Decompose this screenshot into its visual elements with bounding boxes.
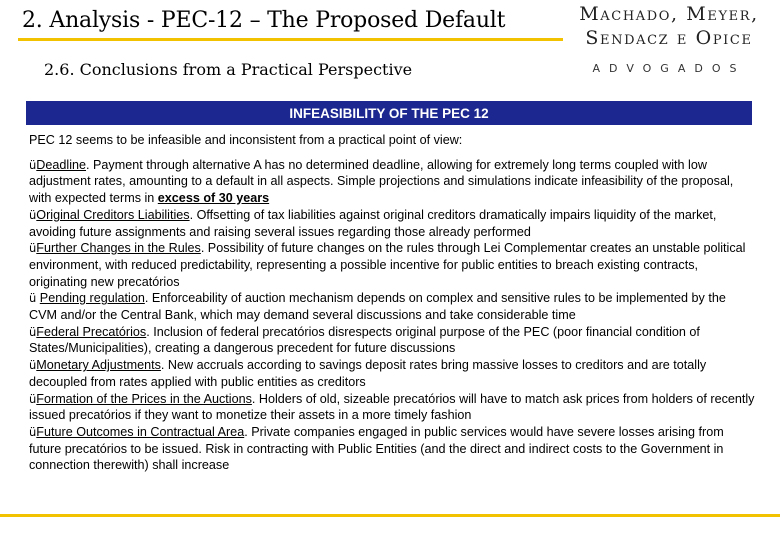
- check-icon: ü: [29, 291, 37, 306]
- item-term: Federal Precatórios: [36, 324, 147, 339]
- section-banner: [26, 101, 752, 125]
- content-body: [29, 132, 757, 474]
- list-item: [29, 157, 757, 207]
- check-icon: ü: [29, 241, 37, 256]
- item-text: . Possibility of future changes on the rules through Lei Complementar creates an unstable political environment, with reduced predictability, representing a possible incentive for public entities to breach existing contracts, originating new precatórios: [29, 241, 746, 289]
- item-text: . Inclusion of federal precatórios disrespects original purpose of the PEC (poor financial condition of States/Municipalities), creating a dangerous precedent for future discussions: [29, 324, 700, 356]
- item-term: Formation of the Prices in the Auctions: [36, 391, 252, 406]
- item-term: Deadline: [36, 157, 87, 172]
- page-title: 2. Analysis - PEC-12 – The Proposed Default: [22, 8, 506, 33]
- check-icon: ü: [29, 391, 37, 406]
- list-item: [29, 207, 757, 240]
- item-term: Future Outcomes in Contractual Area: [36, 424, 245, 439]
- footer-divider: [0, 514, 780, 517]
- list-item: [29, 324, 757, 357]
- firm-logo: [560, 2, 778, 75]
- intro-text: PEC 12 seems to be infeasible and inconsistent from a practical point of view:: [29, 133, 463, 147]
- item-term: Original Creditors Liabilities: [36, 207, 190, 222]
- check-icon: ü: [29, 207, 37, 222]
- item-term: Further Changes in the Rules: [36, 241, 201, 256]
- item-text: . Payment through alternative A has no determined deadline, allowing for extremely long terms coupled with low adjustment rates, amounting to a default in all aspects. Simple projections and simulations indicate infeasibility of the proposal, with expected terms in: [29, 157, 734, 206]
- item-term: Pending regulation: [39, 291, 145, 306]
- check-icon: ü: [29, 358, 37, 373]
- list-item: [29, 357, 757, 390]
- check-icon: ü: [29, 424, 37, 439]
- list-item: [29, 240, 757, 290]
- item-text: . Offsetting of tax liabilities against original creditors dramatically impairs liquidity of the market, avoiding future assignments and raising several issues regarding those already performed: [29, 207, 717, 239]
- item-text: . Enforceability of auction mechanism depends on complex and sensitive rules to be implemented by the CVM and/or the Central Bank, which may demand several discussions and take considerable time: [29, 291, 726, 323]
- item-text: . Private companies engaged in public services would have severe losses arising from future precatórios to be issued. Risk in contracting with Public Entities (and the direct and indirect costs to the Government in connection therewith) shall increase: [29, 424, 724, 473]
- check-icon: ü: [29, 157, 37, 172]
- item-term: Monetary Adjustments: [36, 358, 161, 373]
- item-emphasis: excess of 30 years: [157, 191, 270, 206]
- list-item: [29, 424, 757, 474]
- title-divider: [18, 38, 563, 41]
- logo-line-2: Sendacz e Opice: [585, 27, 753, 49]
- check-icon: ü: [29, 324, 37, 339]
- section-subtitle: 2.6. Conclusions from a Practical Perspective: [44, 60, 413, 79]
- banner-label: INFEASIBILITY OF THE PEC 12: [289, 105, 489, 121]
- item-text: . Holders of old, sizeable precatórios will have to match ask prices from holders of recently issued precatórios if they want to monetize their assets in a more timely fashion: [29, 391, 755, 423]
- logo-line-3: ADVOGADOS: [592, 62, 746, 75]
- logo-line-1: Machado, Meyer,: [579, 3, 759, 25]
- list-item: [29, 391, 757, 424]
- item-text: . New accruals according to savings deposit rates bring massive losses to creditors and are totally decoupled from rates applied with public entities as creditors: [29, 358, 707, 389]
- list-item: [29, 290, 757, 323]
